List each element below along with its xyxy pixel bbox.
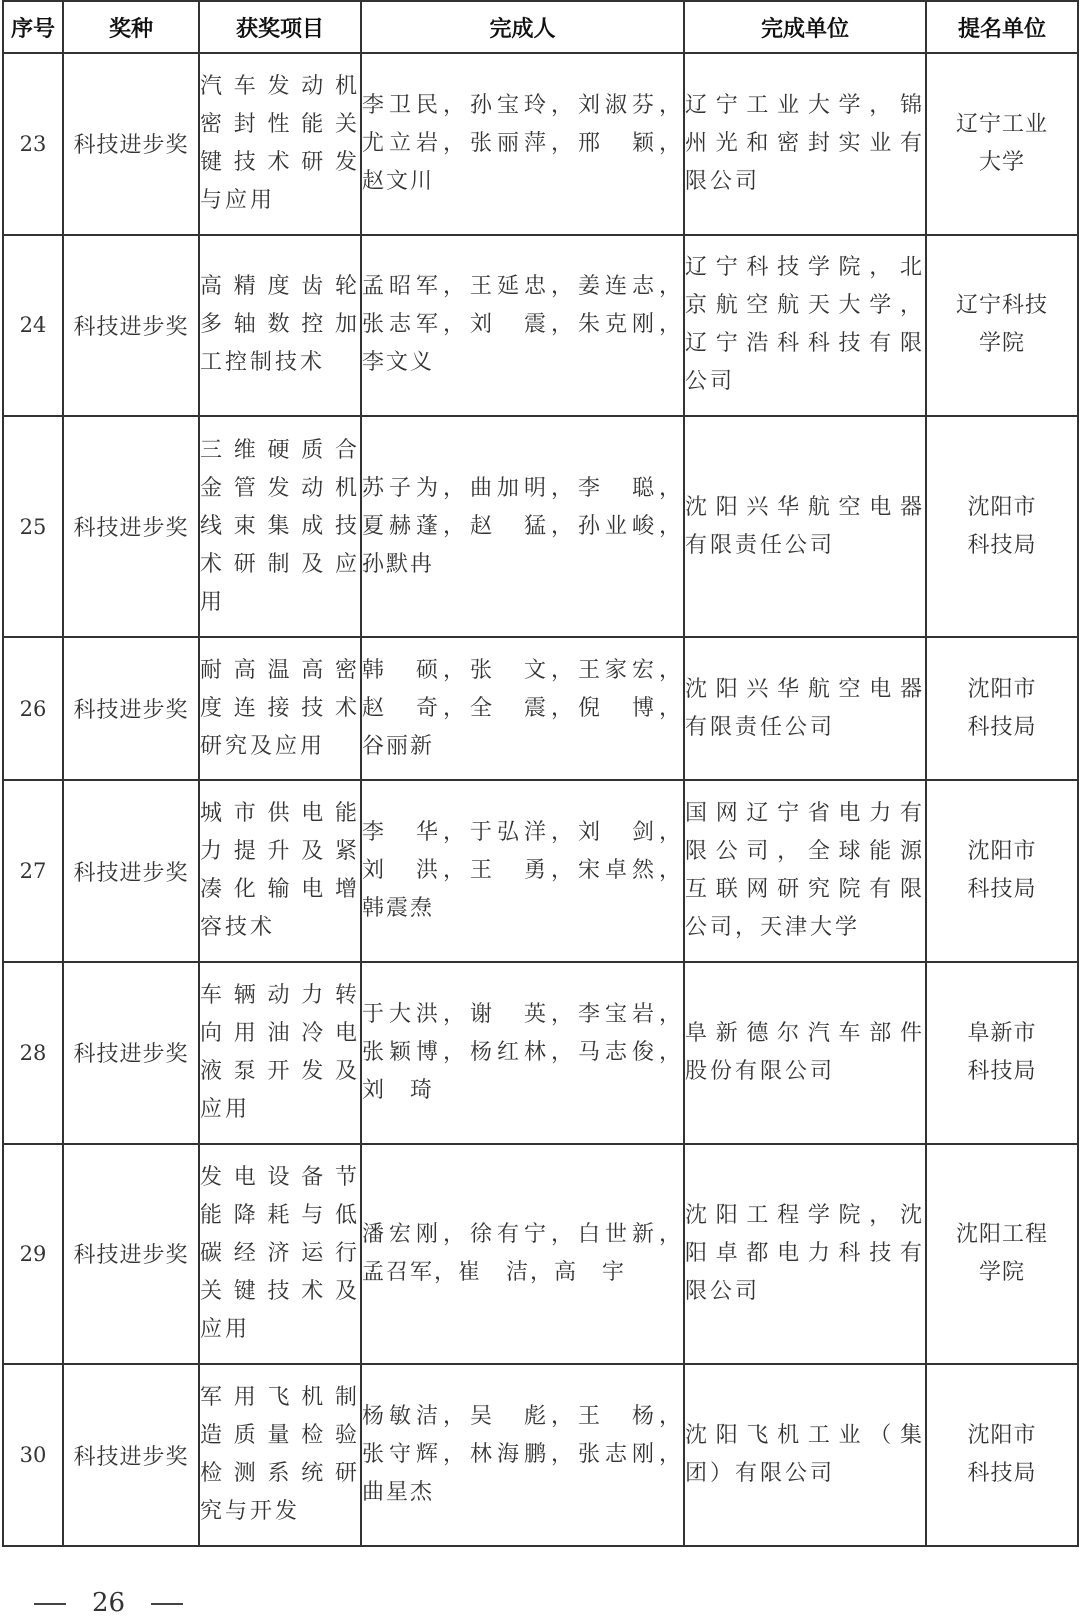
cell-project-line: 究与开发 (200, 1499, 301, 1525)
table-row (3, 962, 1078, 1144)
table-body (3, 53, 1078, 1546)
cell-nominator-line: 学院 (978, 331, 1025, 357)
cell-unit-line: 限公司 (685, 168, 761, 194)
table-row (3, 637, 1078, 780)
cell-unit (684, 780, 926, 962)
cell-project-line: 碳经济运行 (200, 1240, 360, 1266)
cell-nominator-line: 学院 (978, 1259, 1025, 1285)
cell-people-line: 赵文川 (362, 168, 435, 194)
cell-people-line: 韩 硕，张 文，王家宏， (362, 657, 683, 683)
cell-people (361, 1364, 684, 1546)
cell-project-line: 能降耗与低 (200, 1202, 360, 1228)
cell-people-line: 李卫民，孙宝玲，刘淑芬， (362, 92, 683, 118)
cell-unit-line: 沈阳兴华航空电器 (685, 494, 925, 520)
cell-project-line: 检测系统研 (200, 1461, 360, 1487)
cell-people-line: 于大洪，谢 英，李宝岩， (362, 1001, 683, 1027)
cell-nominator-line: 辽宁科技 (955, 293, 1048, 319)
page-footer (34, 1588, 183, 1618)
cell-unit-line: 沈阳兴华航空电器 (685, 676, 925, 702)
cell-no: 26 (3, 637, 63, 780)
cell-unit (684, 235, 926, 417)
cell-nominator-line: 科技局 (967, 1461, 1037, 1487)
cell-project-line: 向用油冷电 (200, 1020, 360, 1046)
header-people: 完成人 (361, 1, 684, 53)
cell-project-line: 耐高温高密 (200, 657, 360, 683)
header-project: 获奖项目 (199, 1, 361, 53)
cell-people (361, 416, 684, 637)
cell-unit-line: 沈阳飞机工业（集 (685, 1423, 925, 1449)
footer-dash-right (151, 1603, 183, 1605)
cell-unit (684, 637, 926, 780)
cell-nominator (926, 416, 1078, 637)
cell-nominator-line: 沈阳市 (967, 839, 1037, 865)
cell-project-line: 容技术 (200, 915, 276, 941)
cell-project-line: 军用飞机制 (200, 1385, 360, 1411)
cell-unit-line: 公司 (685, 369, 736, 395)
cell-unit-line: 限公司 (685, 1278, 761, 1304)
cell-nominator (926, 1144, 1078, 1365)
cell-project (199, 416, 361, 637)
cell-people (361, 235, 684, 417)
cell-project (199, 780, 361, 962)
cell-project (199, 53, 361, 235)
cell-unit (684, 1364, 926, 1546)
page-number: 26 (92, 1588, 126, 1618)
cell-people-line: 潘宏刚，徐有宁，白世新， (362, 1221, 683, 1247)
cell-award-type: 科技进步奖 (63, 962, 199, 1144)
cell-people-line: 曲星杰 (362, 1480, 435, 1506)
cell-project-line: 造质量检验 (200, 1423, 360, 1449)
cell-project-line: 用 (200, 589, 226, 615)
cell-project (199, 1364, 361, 1546)
cell-nominator-line: 科技局 (967, 714, 1037, 740)
cell-project-line: 与应用 (200, 187, 276, 213)
cell-unit-line: 州光和密封实业有 (685, 130, 925, 156)
cell-project-line: 关键技术及 (200, 1278, 360, 1304)
cell-award-type: 科技进步奖 (63, 1364, 199, 1546)
cell-unit-line: 辽宁工业大学，锦 (685, 92, 925, 118)
cell-no: 24 (3, 235, 63, 417)
cell-unit-line: 公司，天津大学 (685, 915, 861, 941)
cell-unit (684, 1144, 926, 1365)
cell-nominator-line: 沈阳市 (967, 494, 1037, 520)
cell-project (199, 235, 361, 417)
cell-unit-line: 国网辽宁省电力有 (685, 801, 925, 827)
cell-unit-line: 限公司，全球能源 (685, 839, 925, 865)
cell-project-line: 发电设备节 (200, 1164, 360, 1190)
cell-project-line: 术研制及应 (200, 551, 360, 577)
cell-unit-line: 辽宁科技学院，北 (685, 255, 925, 281)
cell-project-line: 液泵开发及 (200, 1058, 360, 1084)
cell-award-type: 科技进步奖 (63, 637, 199, 780)
cell-people-line: 赵 奇，全 震，倪 博， (362, 695, 683, 721)
table-row (3, 1144, 1078, 1365)
cell-nominator (926, 53, 1078, 235)
cell-unit-line: 沈阳工程学院，沈 (685, 1202, 925, 1228)
cell-people (361, 53, 684, 235)
cell-unit (684, 962, 926, 1144)
cell-award-type: 科技进步奖 (63, 1144, 199, 1365)
cell-people (361, 1144, 684, 1365)
cell-unit-line: 团）有限公司 (685, 1461, 836, 1487)
cell-award-type: 科技进步奖 (63, 235, 199, 417)
cell-award-type: 科技进步奖 (63, 416, 199, 637)
cell-no: 25 (3, 416, 63, 637)
cell-people-line: 尤立岩，张丽萍，邢 颖， (362, 130, 683, 156)
cell-unit-line: 辽宁浩科科技有限 (685, 331, 925, 357)
cell-people-line: 刘 洪，王 勇，宋卓然， (362, 858, 683, 884)
cell-award-type: 科技进步奖 (63, 53, 199, 235)
cell-nominator-line: 科技局 (967, 877, 1037, 903)
cell-project-line: 键技术研发 (200, 149, 360, 175)
awards-table (2, 0, 1079, 1547)
cell-nominator-line: 科技局 (967, 1058, 1037, 1084)
cell-no: 29 (3, 1144, 63, 1365)
footer-dash-left (34, 1603, 66, 1605)
cell-nominator (926, 637, 1078, 780)
cell-no: 27 (3, 780, 63, 962)
table-row (3, 416, 1078, 637)
cell-unit-line: 阜新德尔汽车部件 (685, 1020, 925, 1046)
cell-people-line: 孙默冉 (362, 551, 435, 577)
cell-nominator-line: 阜新市 (967, 1020, 1037, 1046)
cell-project-line: 多轴数控加 (200, 312, 360, 338)
table-row (3, 780, 1078, 962)
cell-people-line: 夏赫蓬，赵 猛，孙业峻， (362, 513, 683, 539)
header-type: 奖种 (63, 1, 199, 53)
cell-no: 30 (3, 1364, 63, 1546)
cell-unit-line: 有限责任公司 (685, 714, 836, 740)
cell-project-line: 研究及应用 (200, 733, 326, 759)
cell-people-line: 张守辉，林海鹏，张志刚， (362, 1442, 683, 1468)
cell-project-line: 线束集成技 (200, 513, 360, 539)
cell-project-line: 应用 (200, 1316, 251, 1342)
cell-people-line: 李文义 (362, 350, 435, 376)
cell-people-line: 张颖博，杨红林，马志俊， (362, 1039, 683, 1065)
cell-award-type: 科技进步奖 (63, 780, 199, 962)
cell-project-line: 金管发动机 (200, 475, 360, 501)
cell-people-line: 孟昭军，王延忠，姜连志， (362, 274, 683, 300)
cell-people-line: 谷丽新 (362, 733, 435, 759)
header-row (3, 1, 1078, 53)
cell-project-line: 度连接技术 (200, 695, 360, 721)
cell-project (199, 1144, 361, 1365)
cell-unit (684, 53, 926, 235)
cell-project-line: 力提升及紧 (200, 839, 360, 865)
cell-people (361, 780, 684, 962)
cell-project (199, 962, 361, 1144)
cell-unit-line: 京航空航天大学， (685, 293, 925, 319)
header-nominator: 提名单位 (926, 1, 1078, 53)
cell-nominator (926, 780, 1078, 962)
header-unit: 完成单位 (684, 1, 926, 53)
cell-unit-line: 互联网研究院有限 (685, 877, 925, 903)
cell-nominator (926, 235, 1078, 417)
cell-nominator-line: 大学 (978, 149, 1025, 175)
cell-project-line: 汽车发动机 (200, 73, 360, 99)
cell-nominator-line: 沈阳工程 (955, 1221, 1048, 1247)
table-row (3, 235, 1078, 417)
cell-project-line: 车辆动力转 (200, 982, 360, 1008)
cell-project-line: 三维硬质合 (200, 437, 360, 463)
cell-unit-line: 有限责任公司 (685, 532, 836, 558)
cell-people-line: 杨敏洁，吴 彪，王 杨， (362, 1404, 683, 1430)
cell-nominator (926, 962, 1078, 1144)
cell-project-line: 工控制技术 (200, 350, 326, 376)
cell-project-line: 高精度齿轮 (200, 274, 360, 300)
table-row (3, 1364, 1078, 1546)
cell-nominator-line: 沈阳市 (967, 1423, 1037, 1449)
cell-people-line: 张志军，刘 震，朱克刚， (362, 312, 683, 338)
cell-people-line: 刘 琦 (362, 1077, 435, 1103)
cell-people-line: 苏子为，曲加明，李 聪， (362, 475, 683, 501)
cell-nominator-line: 沈阳市 (967, 676, 1037, 702)
cell-project-line: 应用 (200, 1096, 251, 1122)
header-no: 序号 (3, 1, 63, 53)
table-row (3, 53, 1078, 235)
cell-no: 23 (3, 53, 63, 235)
cell-nominator-line: 辽宁工业 (955, 111, 1048, 137)
cell-nominator (926, 1364, 1078, 1546)
cell-unit-line: 股份有限公司 (685, 1058, 836, 1084)
cell-people-line: 韩震焘 (362, 896, 435, 922)
cell-people-line: 李 华，于弘洋，刘 剑， (362, 820, 683, 846)
cell-project-line: 密封性能关 (200, 111, 360, 137)
cell-unit (684, 416, 926, 637)
cell-no: 28 (3, 962, 63, 1144)
cell-project-line: 凑化输电增 (200, 877, 360, 903)
cell-people (361, 637, 684, 780)
cell-people-line: 孟召军，崔 洁，高 宇 (362, 1259, 627, 1285)
cell-nominator-line: 科技局 (967, 532, 1037, 558)
cell-project (199, 637, 361, 780)
cell-project-line: 城市供电能 (200, 801, 360, 827)
cell-people (361, 962, 684, 1144)
cell-unit-line: 阳卓都电力科技有 (685, 1240, 925, 1266)
